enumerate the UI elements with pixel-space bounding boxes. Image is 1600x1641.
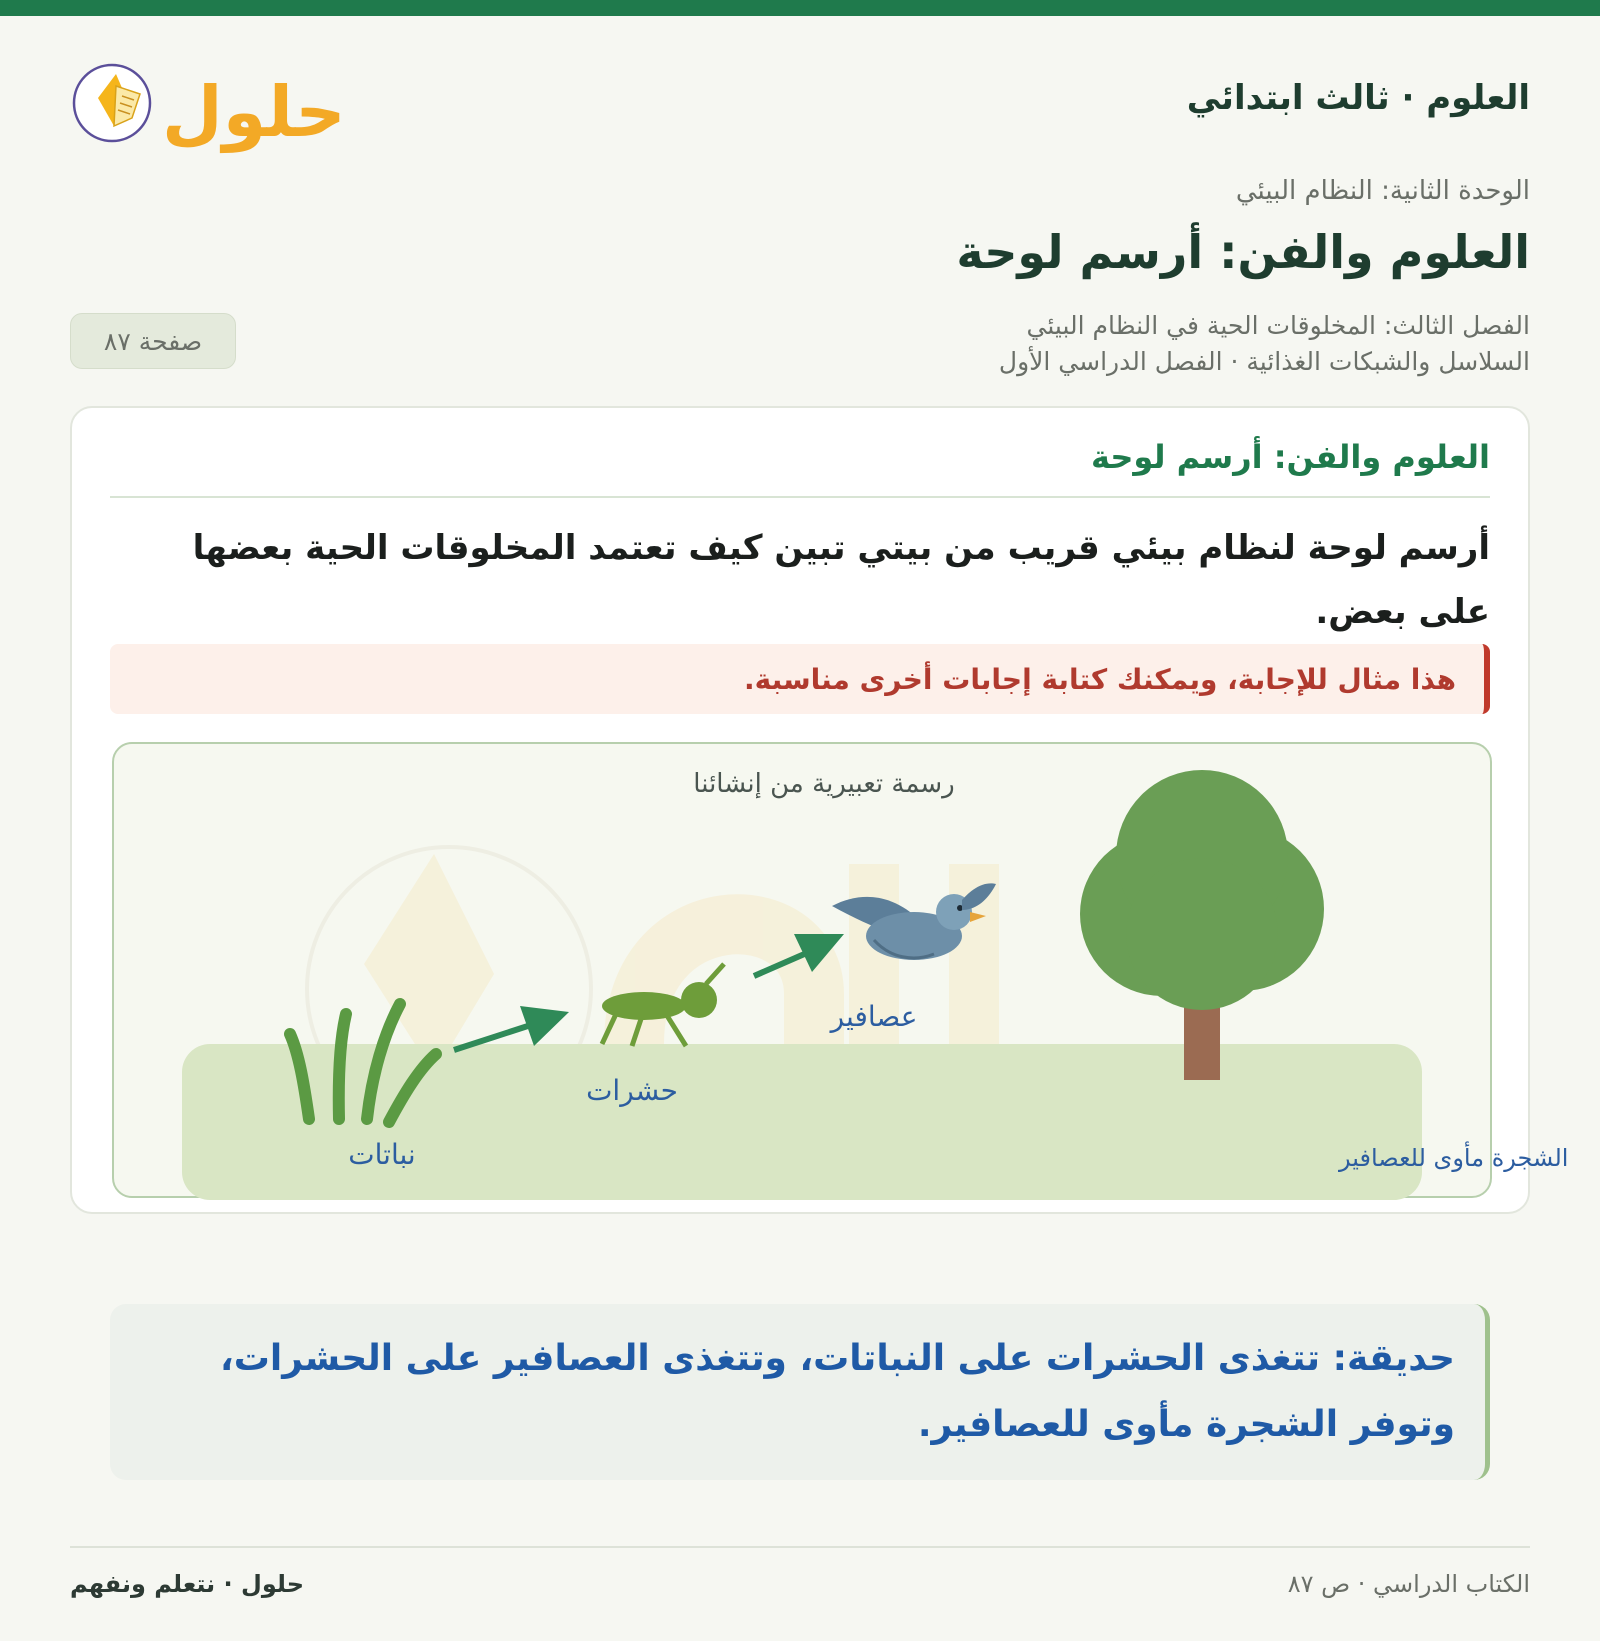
arrow-icon (454, 1006, 569, 1050)
tree-icon (1080, 770, 1324, 1080)
ecosystem-drawing (112, 742, 1569, 1198)
page-badge: صفحة ٨٧ (70, 313, 236, 369)
footer-book-ref: الكتاب الدراسي · ص ٨٧ (1287, 1570, 1530, 1598)
tree-label: الشجرة مأوى للعصافير (1339, 1144, 1569, 1172)
logo-icon (70, 48, 346, 158)
answer-text: حديقة: تتغذى الحشرات على النباتات، وتتغذى العصافير على الحشرات، وتوفر الشجرة مأوى للعصافير. (220, 1338, 1455, 1445)
logo-wordmark: حلول (162, 71, 346, 153)
insects-label: حشرات (586, 1074, 678, 1107)
topic-label: السلاسل والشبكات الغذائية · الفصل الدراسي الأول (998, 347, 1530, 376)
answer-box (110, 1304, 1490, 1480)
header (70, 48, 1530, 158)
chapter-info (999, 308, 1530, 380)
footer-brand: حلول · نتعلم ونفهم (70, 1570, 304, 1598)
drawing-caption: رسمة تعبيرية من إنشائنا (693, 769, 955, 799)
subject-title: العلوم · ثالث ابتدائي (1186, 78, 1530, 118)
drawing-canvas (114, 744, 1569, 1200)
question-text: أرسم لوحة لنظام بيئي قريب من بيتي تبين كيف تعتمد المخلوقات الحية بعضها على بعض. (192, 528, 1490, 632)
hulul-logo[interactable] (70, 48, 346, 158)
unit-label: الوحدة الثانية: النظام البيئي (1235, 176, 1530, 206)
lesson-title: العلوم والفن: أرسم لوحة (956, 225, 1530, 279)
footer-divider (70, 1546, 1530, 1548)
example-note (110, 644, 1490, 714)
exercise-card (70, 406, 1569, 1214)
plants-label: نباتات (348, 1138, 416, 1171)
birds-label: عصافير (830, 1000, 918, 1033)
top-accent-bar (0, 0, 1600, 16)
card-title: العلوم والفن: أرسم لوحة (110, 438, 1490, 498)
example-note-text: هذا مثال للإجابة، ويمكنك كتابة إجابات أخرى مناسبة. (744, 662, 1456, 696)
chapter-label: الفصل الثالث: المخلوقات الحية في النظام البيئي (1026, 311, 1530, 340)
